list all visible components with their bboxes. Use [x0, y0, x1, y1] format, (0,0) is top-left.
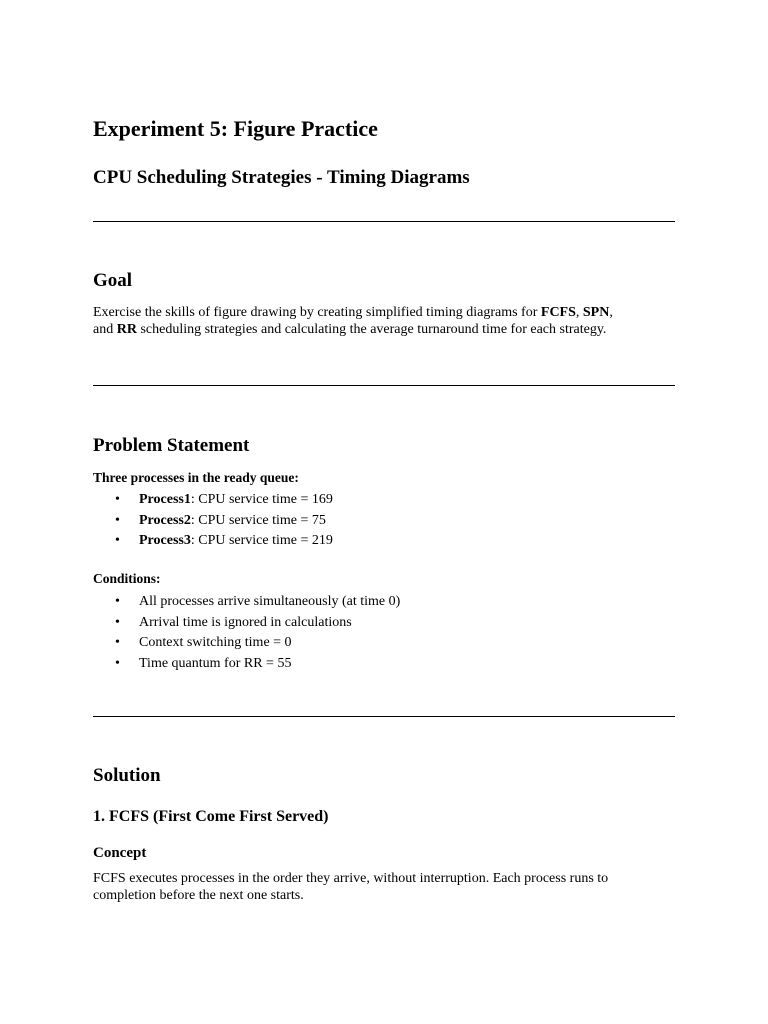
rr-term: RR	[116, 322, 137, 337]
process-name: Process2	[139, 512, 191, 528]
list-item	[93, 531, 333, 552]
page-subtitle: CPU Scheduling Strategies - Timing Diagrams	[93, 167, 470, 188]
concept-line: FCFS executes processes in the order they arrive, without interruption. Each process runs to	[93, 871, 609, 886]
fcfs-heading: 1. FCFS (First Come First Served)	[93, 808, 329, 825]
process-detail: : CPU service time = 219	[190, 533, 333, 548]
process-name: Process1	[139, 492, 191, 507]
divider	[93, 221, 675, 222]
process-detail: : CPU service time = 169	[190, 492, 333, 507]
goal-heading: Goal	[93, 270, 133, 291]
concept-heading: Concept	[93, 845, 147, 861]
conditions-label: Conditions:	[93, 571, 161, 586]
list-item: • Context switching time = 0	[93, 633, 400, 654]
divider	[93, 716, 675, 717]
goal-text	[93, 304, 675, 338]
list-item	[93, 490, 333, 511]
spn-term: SPN	[582, 305, 610, 320]
process-list	[93, 490, 333, 552]
conditions-list	[93, 592, 400, 674]
problem-heading: Problem Statement	[93, 435, 250, 456]
process-detail: : CPU service time = 75	[190, 512, 326, 528]
processes-label: Three processes in the ready queue:	[93, 470, 299, 485]
solution-heading: Solution	[93, 765, 161, 786]
page-title: Experiment 5: Figure Practice	[93, 116, 378, 141]
goal-text-part: scheduling strategies and calculating the average turnaround time for each strategy.	[136, 322, 607, 337]
list-item: • Arrival time is ignored in calculations	[93, 613, 400, 634]
fcfs-term: FCFS	[540, 305, 576, 320]
goal-text-part: and	[93, 322, 117, 337]
process-name: Process3	[139, 533, 191, 548]
goal-text-part: Exercise the skills of figure drawing by creating simplified timing diagrams for	[93, 305, 541, 320]
list-item: • Time quantum for RR = 55	[93, 654, 400, 675]
list-item	[93, 511, 333, 532]
list-item: • All processes arrive simultaneously (at time 0)	[93, 592, 400, 613]
divider	[93, 385, 675, 386]
concept-text	[93, 870, 675, 904]
goal-text-part: ,	[609, 305, 613, 320]
goal-text-part: ,	[575, 305, 583, 320]
concept-line: completion before the next one starts.	[93, 888, 304, 903]
